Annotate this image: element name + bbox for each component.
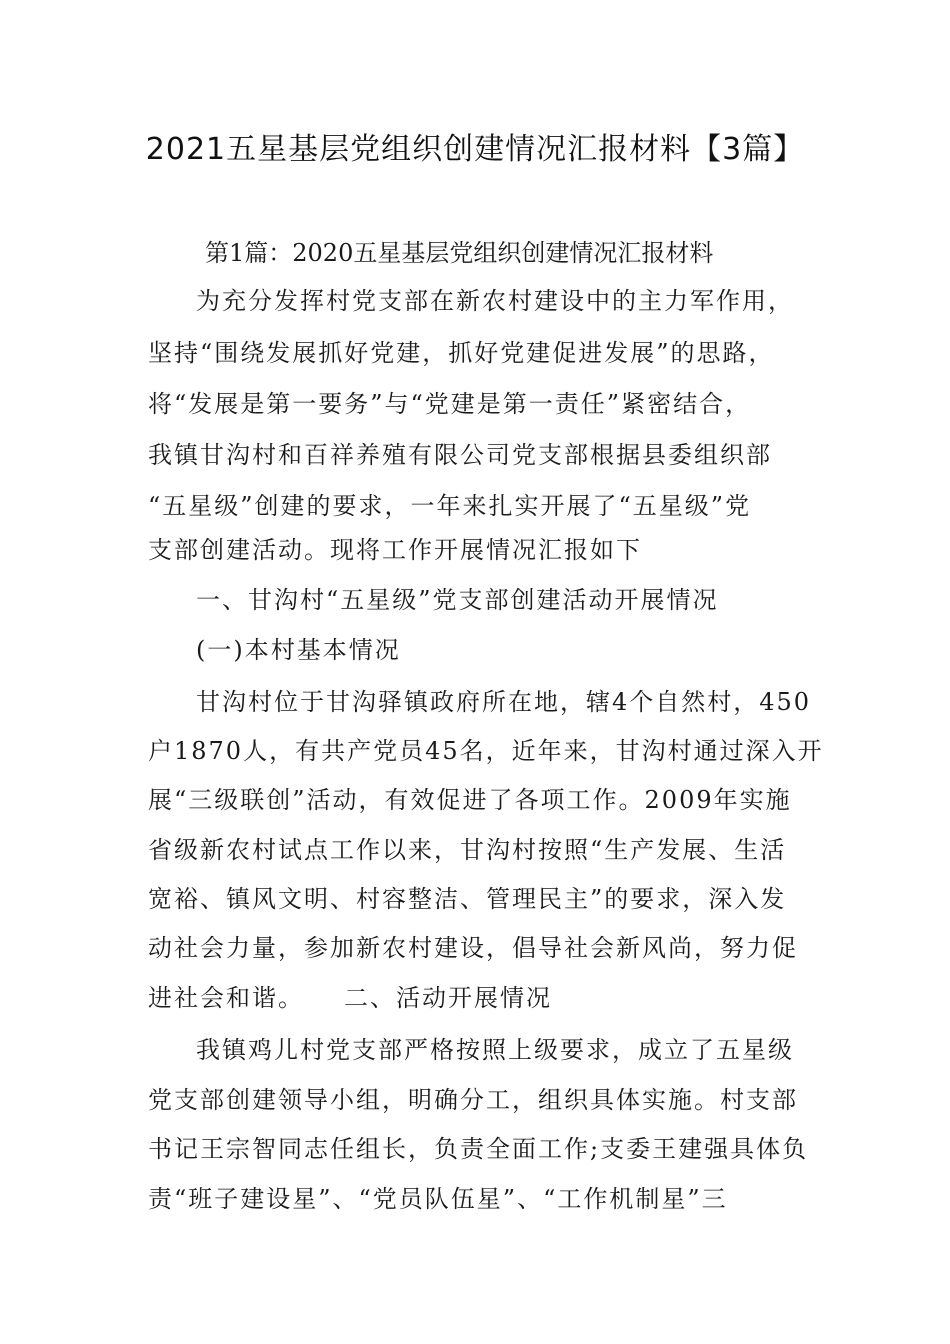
paragraph-line: 党支部创建领导小组，明确分工，组织具体实施。村支部 [148, 1086, 798, 1114]
paragraph-line: 我镇甘沟村和百祥养殖有限公司党支部根据县委组织部 [148, 441, 772, 469]
section-heading: 二、活动开展情况 [344, 984, 552, 1012]
paragraph-line: 展“三级联创”活动，有效促进了各项工作。2009年实施 [148, 786, 792, 814]
section-heading: 一、甘沟村“五星级”党支部创建活动开展情况 [196, 586, 719, 614]
paragraph-end-text: 进社会和谐。 [148, 984, 304, 1012]
paragraph-line: 甘沟村位于甘沟驿镇政府所在地，辖4个自然村，450 [196, 688, 812, 716]
document-title: 2021五星基层党组织创建情况汇报材料【3篇】 [145, 132, 805, 167]
paragraph-line: 将“发展是第一要务”与“党建是第一责任”紧密结合， [148, 390, 752, 418]
paragraph-line: 动社会力量，参加新农村建设，倡导社会新风尚，努力促 [148, 934, 798, 962]
paragraph-line: 责“班子建设星”、“党员队伍星”、“工作机制星”三 [148, 1185, 728, 1213]
paragraph-line: 宽裕、镇风文明、村容整洁、管理民主”的要求，深入发 [148, 885, 787, 913]
paragraph-line: 坚持“围绕发展抓好党建，抓好党建促进发展”的思路， [148, 339, 775, 367]
paragraph-line: “五星级”创建的要求，一年来扎实开展了“五星级”党 [148, 492, 752, 520]
paragraph-line: 书记王宗智同志任组长，负责全面工作;支委王建强具体负 [148, 1135, 809, 1163]
paragraph-line: 我镇鸡儿村党支部严格按照上级要求，成立了五星级 [196, 1036, 794, 1064]
subsection-heading: (一)本村基本情况 [196, 636, 401, 664]
paragraph-line [148, 982, 552, 1014]
paragraph-line: 为充分发挥村党支部在新农村建设中的主力军作用， [196, 287, 794, 315]
paragraph-line: 省级新农村试点工作以来，甘沟村按照“生产发展、生活 [148, 836, 787, 864]
article-heading: 第1篇：2020五星基层党组织创建情况汇报材料 [205, 239, 714, 267]
paragraph-line: 支部创建活动。现将工作开展情况汇报如下 [148, 536, 642, 564]
paragraph-line: 户1870人，有共产党员45名，近年来，甘沟村通过深入开 [148, 737, 824, 765]
